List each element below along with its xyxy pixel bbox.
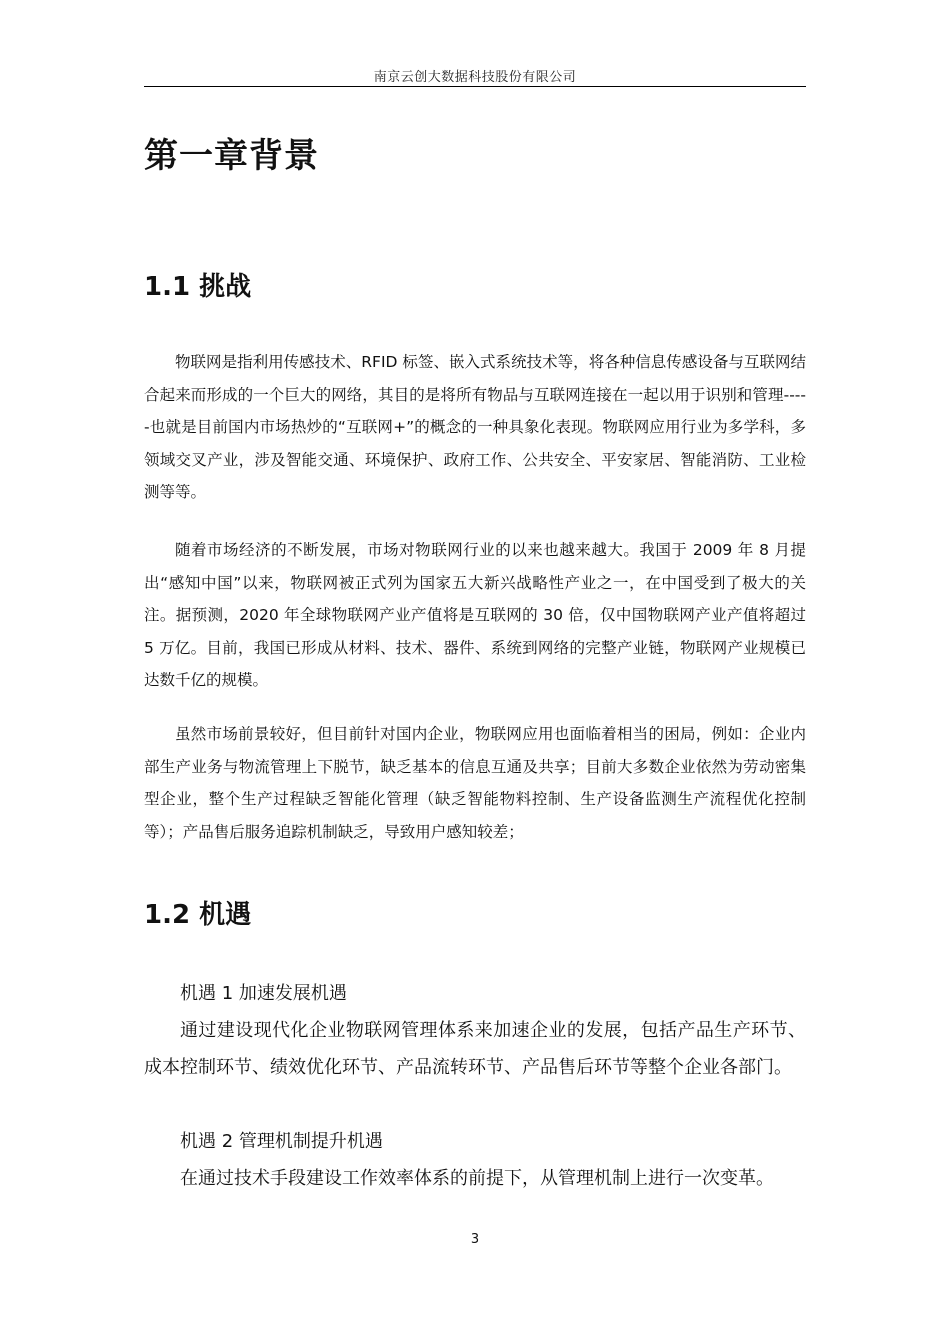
paragraph-opportunity-2: 在通过技术手段建设工作效率体系的前提下，从管理机制上进行一次变革。 [180, 1168, 774, 1189]
paragraph-iot-definition: 物联网是指利用传感技术、RFID 标签、嵌入式系统技术等，将各种信息传感设备与互联网结合起来而形成的一个巨大的网络，其目的是将所有物品与互联网连接在一起以用于识别和管理-----也就是目前国内市场热炒的“互联网+”的概念的一种具象化表现。物联网应用行业为多学科，多领域交叉产业，涉及智能交通、环境保护、政府工作、公共安全、平安家居、智能消防、工业检测等等。 [144, 353, 806, 501]
paragraph-difficulties: 虽然市场前景较好，但目前针对国内企业，物联网应用也面临着相当的困局，例如：企业内部生产业务与物流管理上下脱节，缺乏基本的信息互通及共享；目前大多数企业依然为劳动密集型企业，整个生产过程缺乏智能化管理（缺乏智能物料控制、生产设备监测生产流程优化控制等）；产品售后服务追踪机制缺乏，导致用户感知较差； [144, 725, 806, 841]
header-divider [144, 86, 806, 87]
page-header: 南京云创大数据科技股份有限公司 [373, 70, 577, 85]
paragraph-market-growth: 随着市场经济的不断发展，市场对物联网行业的以来也越来越大。我国于 2009 年 8 月提出“感知中国”以来，物联网被正式列为国家五大新兴战略性产业之一，在中国受到了极大的关注。据预测，2020 年全球物联网产业产值将是互联网的 30 倍，仅中国物联网产业产值将超过 5 万亿。目前，我国已形成从材料、技术、器件、系统到网络的完整产业链，物联网产业规模已达数千亿的规模。 [144, 541, 806, 689]
page-number: 3 [470, 1232, 480, 1247]
opportunity-2-title: 机遇 2 管理机制提升机遇 [180, 1131, 383, 1152]
paragraph-opportunity-1: 通过建设现代化企业物联网管理体系来加速企业的发展，包括产品生产环节、成本控制环节、绩效优化环节、产品流转环节、产品售后环节等整个企业各部门。 [144, 1020, 806, 1078]
chapter-title: 第一章背景 [144, 136, 319, 176]
section-heading-opportunity: 1.2 机遇 [144, 900, 252, 930]
section-heading-challenge: 1.1 挑战 [144, 272, 252, 302]
opportunity-1-title: 机遇 1 加速发展机遇 [180, 983, 347, 1004]
